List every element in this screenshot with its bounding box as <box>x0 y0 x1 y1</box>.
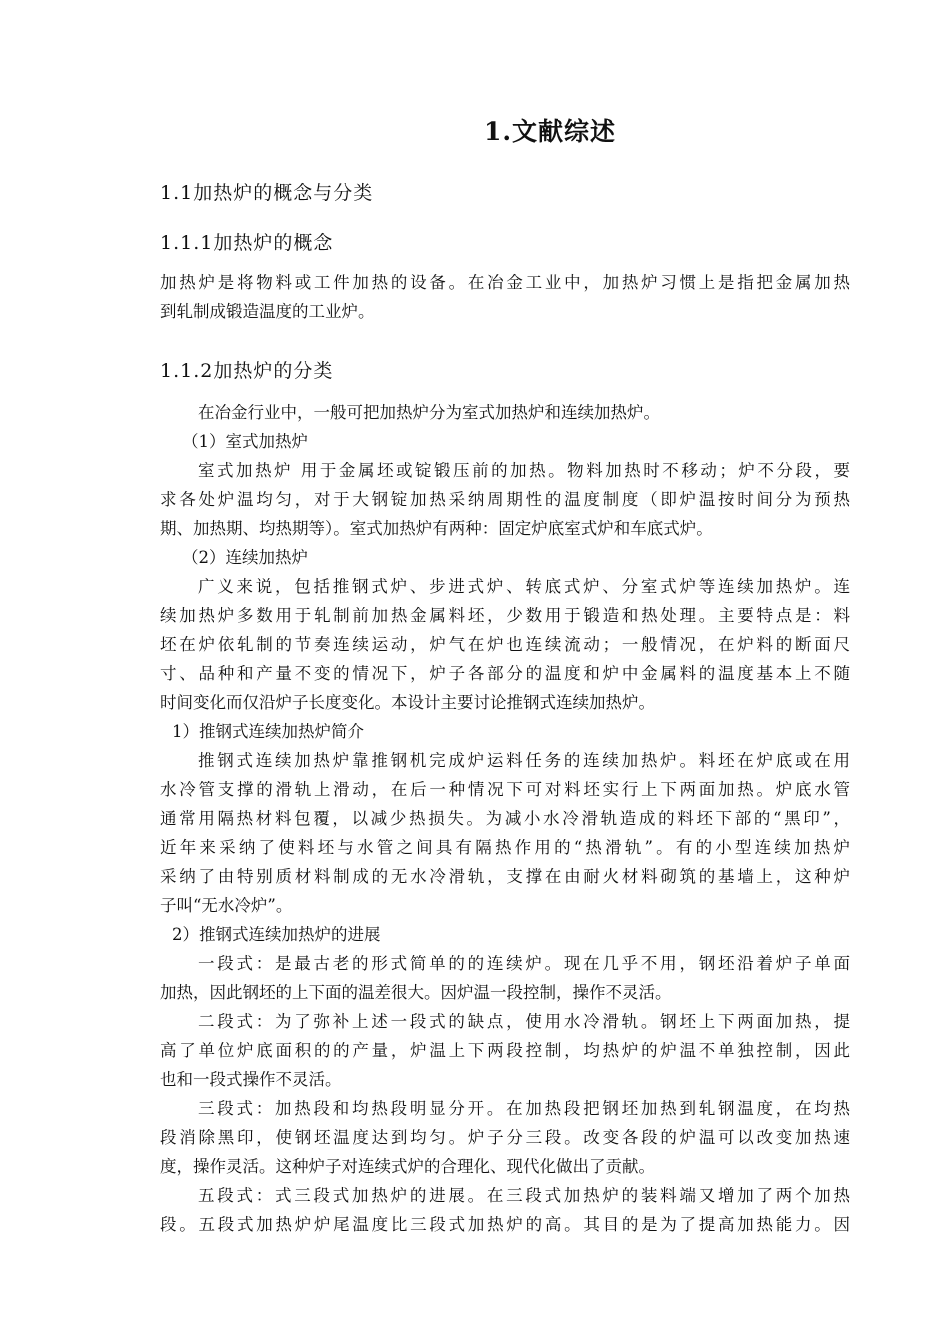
text-line: 到轧制成锻造温度的工业炉。 <box>160 302 375 321</box>
paragraph-concept <box>160 268 850 326</box>
text-line: 度，操作灵活。这种炉子对连续式炉的合理化、现代化做出了贡献。 <box>160 1157 655 1176</box>
text-line: 段。五段式加热炉炉尾温度比三段式加热炉的高。其目的是为了提高加热能力。因 <box>160 1215 850 1234</box>
text-line: 五段式：式三段式加热炉的进展。在三段式加热炉的装料端又增加了两个加热 <box>198 1186 850 1205</box>
text-line: 近年来采纳了使料坯与水管之间具有隔热作用的“热滑轨”。有的小型连续加热炉 <box>160 838 850 857</box>
text-line: 三段式：加热段和均热段明显分开。在加热段把钢坯加热到轧钢温度，在均热 <box>198 1099 850 1118</box>
text-line: 段消除黑印，使钢坯温度达到均匀。炉子分三段。改变各段的炉温可以改变加热速 <box>160 1128 850 1147</box>
page-title: 1.文献综述 <box>483 117 617 146</box>
text-line: 子叫“无水冷炉”。 <box>160 896 293 915</box>
section-heading-1-1: 1.1加热炉的概念与分类 <box>160 182 374 204</box>
text-line: 水冷管支撑的滑轨上滑动，在后一种情况下可对料坯实行上下两面加热。炉底水管 <box>160 780 850 799</box>
text-line: 求各处炉温均匀，对于大钢锭加热采纳周期性的温度制度（即炉温按时间分为预热 <box>160 490 850 509</box>
text-line: 一段式：是最古老的形式简单的的连续炉。现在几乎不用，钢坯沿着炉子单面 <box>198 954 850 973</box>
section-heading-1-1-1: 1.1.1加热炉的概念 <box>160 232 334 254</box>
body-text <box>160 398 850 1239</box>
text-line: 坯在炉依轧制的节奏连续运动，炉气在炉也连续流动；一般情况，在炉料的断面尺 <box>160 635 850 654</box>
section-heading-1-1-2: 1.1.2加热炉的分类 <box>160 360 334 382</box>
text-line: 寸、品种和产量不变的情况下，炉子各部分的温度和炉中金属料的温度基本上不随 <box>160 664 850 683</box>
text-line: 加热炉是将物料或工件加热的设备。在冶金工业中，加热炉习惯上是指把金属加热 <box>160 273 850 292</box>
text-line: 通常用隔热材料包覆，以减少热损失。为减小水冷滑轨造成的料坯下部的“黑印”， <box>160 809 850 828</box>
text-line: 采纳了由特别质材料制成的无水冷滑轨，支撑在由耐火材料砌筑的基墙上，这种炉 <box>160 867 850 886</box>
text-line: 广义来说，包括推钢式炉、步进式炉、转底式炉、分室式炉等连续加热炉。连 <box>198 577 850 596</box>
subheading-chamber-furnace: （1）室式加热炉 <box>182 432 308 451</box>
text-line: 推钢式连续加热炉靠推钢机完成炉运料任务的连续加热炉。料坯在炉底或在用 <box>198 751 850 770</box>
text-line: 在冶金行业中，一般可把加热炉分为室式加热炉和连续加热炉。 <box>198 403 660 422</box>
text-line: 期、加热期、均热期等）。室式加热炉有两种：固定炉底室式炉和车底式炉。 <box>160 519 713 538</box>
text-line: 高了单位炉底面积的的产量，炉温上下两段控制，均热炉的炉温不单独控制，因此 <box>160 1041 850 1060</box>
subheading-pusher-progress: 2）推钢式连续加热炉的进展 <box>172 925 381 944</box>
text-line: 加热，因此钢坯的上下面的温差很大。因炉温一段控制，操作不灵活。 <box>160 983 672 1002</box>
text-line: 也和一段式操作不灵活。 <box>160 1070 342 1089</box>
text-line: 续加热炉多数用于轧制前加热金属料坯，少数用于锻造和热处理。主要特点是：料 <box>160 606 850 625</box>
subheading-continuous-furnace: （2）连续加热炉 <box>182 548 308 567</box>
text-line: 二段式：为了弥补上述一段式的缺点，使用水冷滑轨。钢坯上下两面加热，提 <box>198 1012 850 1031</box>
text-line: 室式加热炉 用于金属坯或锭锻压前的加热。物料加热时不移动；炉不分段，要 <box>198 461 850 480</box>
text-line: 时间变化而仅沿炉子长度变化。本设计主要讨论推钢式连续加热炉。 <box>160 693 655 712</box>
subheading-pusher-intro: 1）推钢式连续加热炉简介 <box>172 722 364 741</box>
